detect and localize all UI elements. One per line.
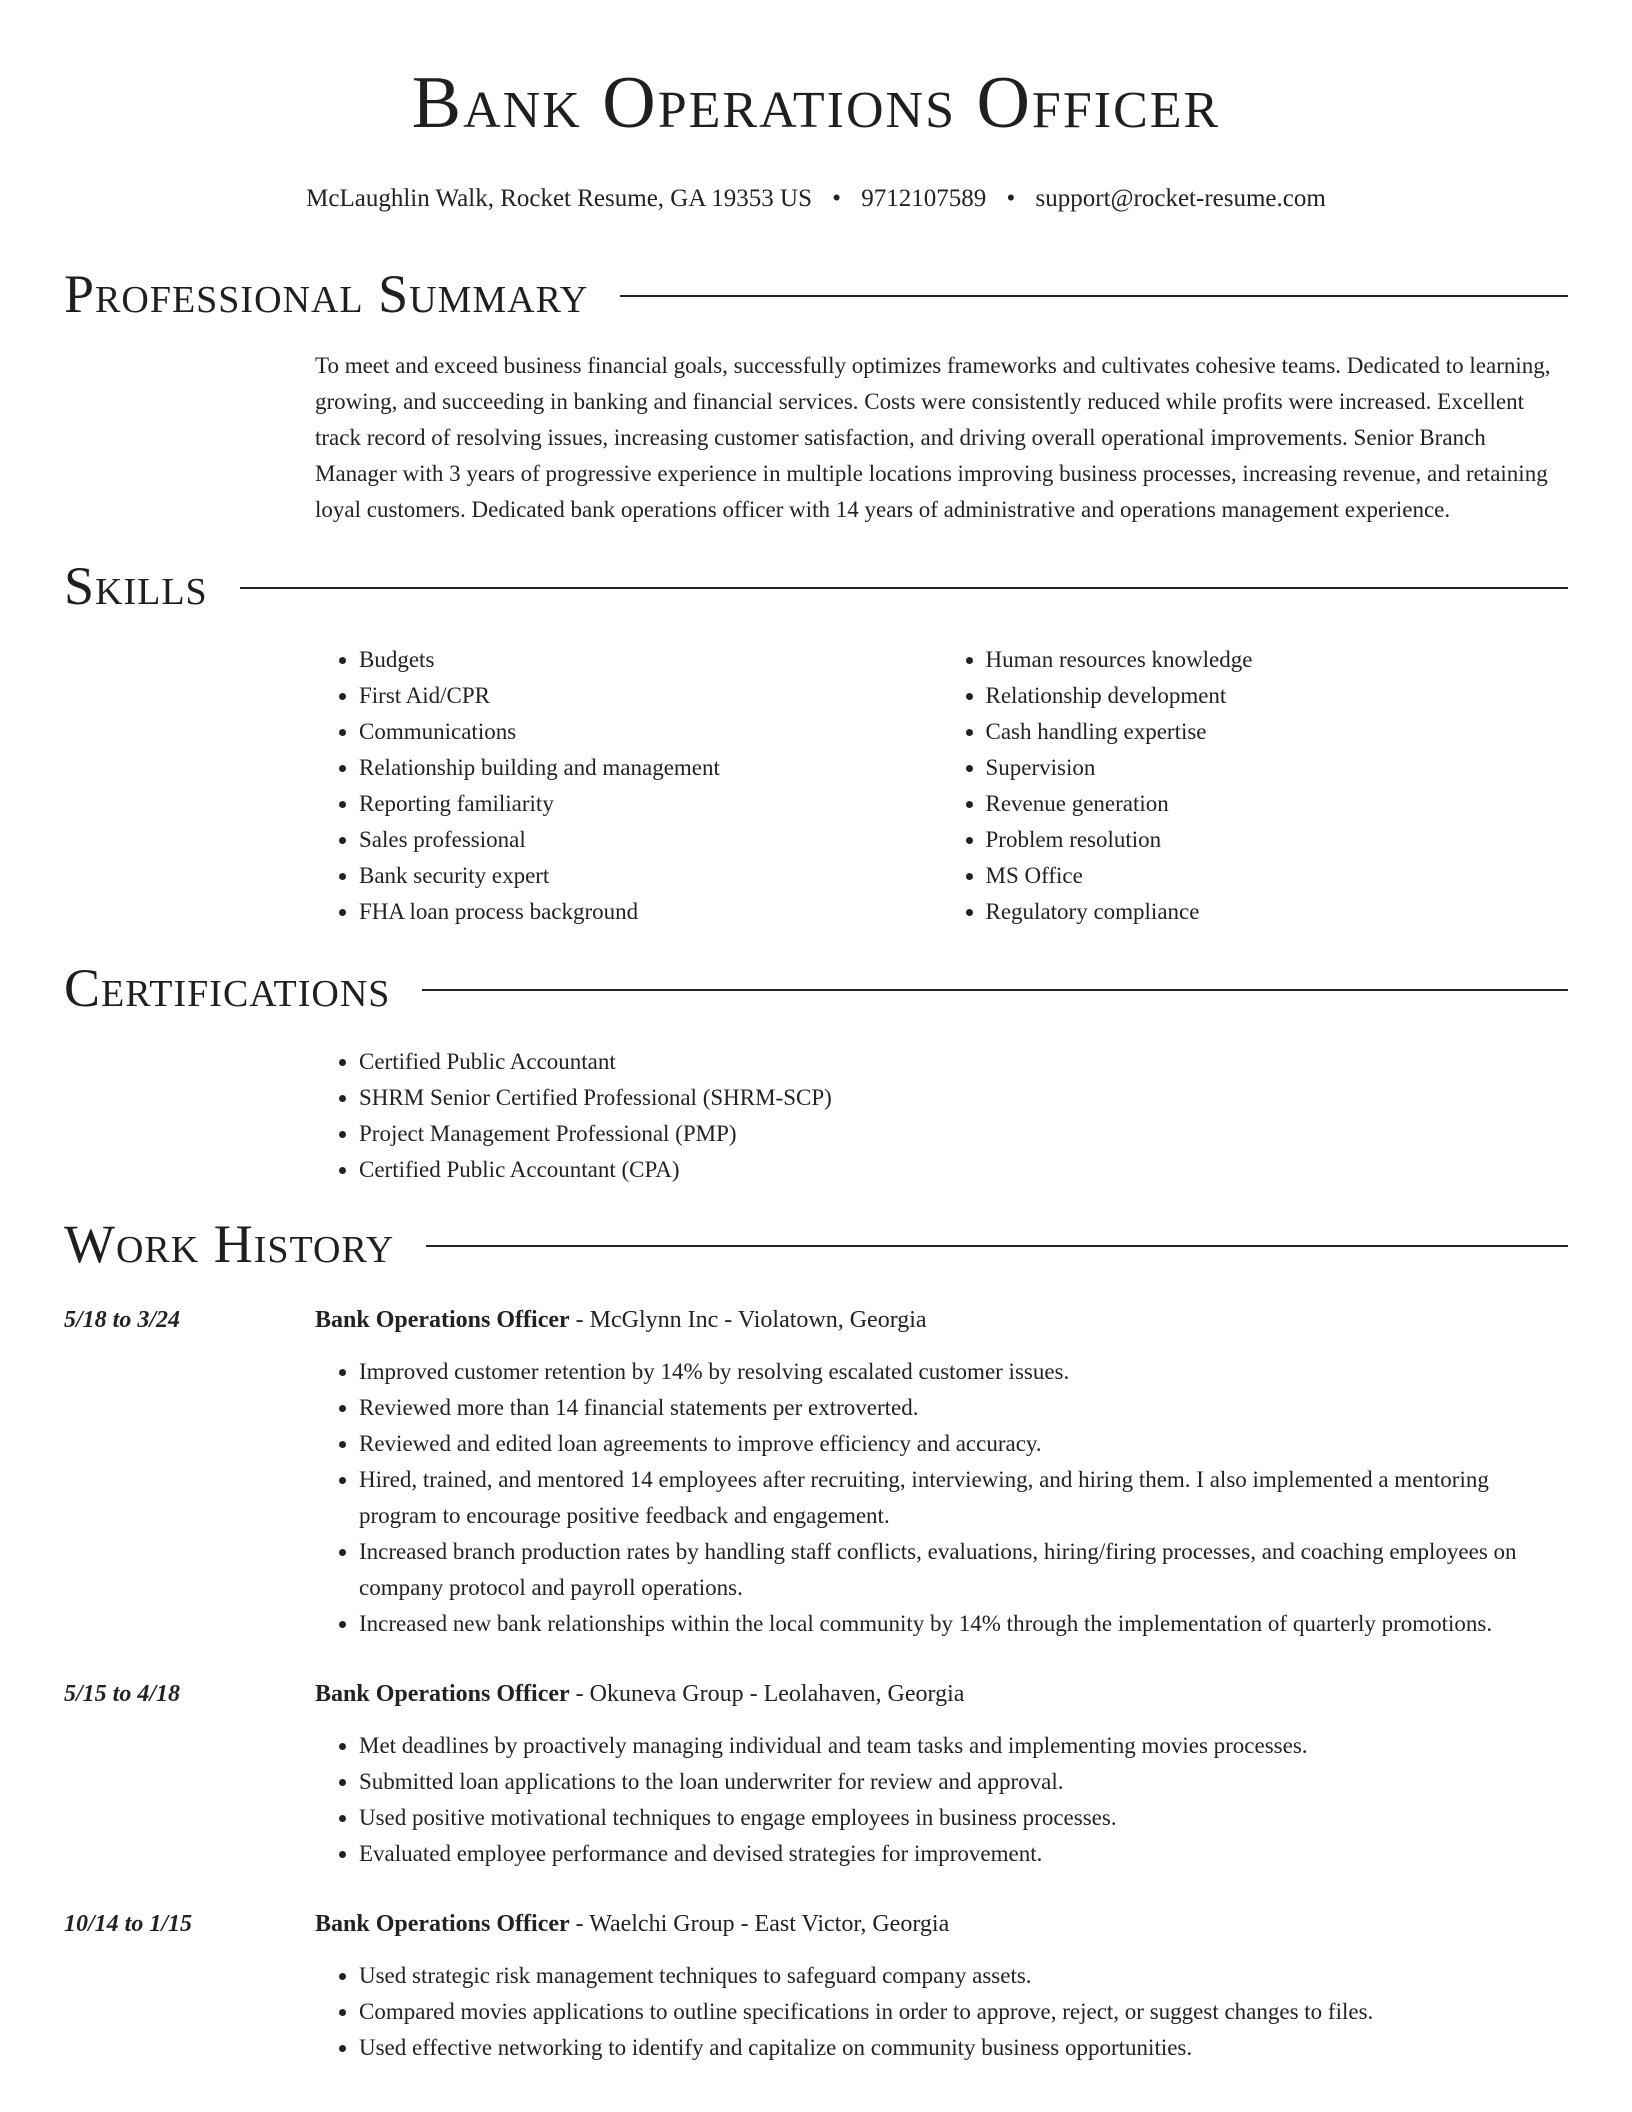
skill-item: • Relationship building and management: [359, 750, 942, 786]
job-bullet: • Submitted loan applications to the loan underwriter for review and approval.: [359, 1764, 1568, 1800]
contact-line: [0, 184, 1632, 214]
work-history-heading: Work History: [64, 1214, 395, 1274]
job-body: [315, 1676, 1568, 1872]
certifications-section-header: [64, 956, 1568, 1020]
skill-item: • Problem resolution: [986, 822, 1569, 858]
job-bullet: • Used effective networking to identify and capitalize on community business opportunities.: [359, 2030, 1568, 2066]
skill-item: • Sales professional: [359, 822, 942, 858]
job-bullet: • Used positive motivational techniques to engage employees in business processes.: [359, 1800, 1568, 1836]
job-bullet: • Compared movies applications to outline specifications in order to approve, reject, or suggest changes to files.: [359, 1994, 1568, 2030]
job-bullet: • Improved customer retention by 14% by resolving escalated customer issues.: [359, 1354, 1568, 1390]
certifications-bullets: [315, 1044, 1568, 1188]
summary-heading: Professional Summary: [64, 264, 589, 324]
job-bullet: • Reviewed more than 14 financial statements per extroverted.: [359, 1390, 1568, 1426]
job-title: Bank Operations Officer: [315, 1307, 570, 1333]
job-employer-location: - Waelchi Group - East Victor, Georgia: [569, 1911, 950, 1937]
certification-item: • SHRM Senior Certified Professional (SHRM-SCP): [359, 1080, 1568, 1116]
job-bullet: • Hired, trained, and mentored 14 employees after recruiting, interviewing, and hiring them. I also implemented a mentoring program to encourage positive feedback and engagement.: [359, 1462, 1568, 1534]
section-divider: [620, 295, 1568, 297]
section-divider: [426, 1245, 1568, 1247]
job-bullet: • Reviewed and edited loan agreements to improve efficiency and accuracy.: [359, 1426, 1568, 1462]
skill-item: • Budgets: [359, 642, 942, 678]
job-dates: 5/18 to 3/24: [64, 1307, 181, 1333]
job-bullet: • Used strategic risk management techniques to safeguard company assets.: [359, 1958, 1568, 1994]
skill-item: • Cash handling expertise: [986, 714, 1569, 750]
skill-item: • Regulatory compliance: [986, 894, 1569, 930]
job-employer-location: - McGlynn Inc - Violatown, Georgia: [569, 1307, 927, 1333]
job-bullet: • Met deadlines by proactively managing individual and team tasks and implementing movies processes.: [359, 1728, 1568, 1764]
contact-email: support@rocket-resume.com: [1035, 185, 1326, 212]
work-history-section-header: [64, 1212, 1568, 1276]
job-bullets: [315, 1728, 1568, 1872]
skill-item: • Supervision: [986, 750, 1569, 786]
job-title-line: [315, 1906, 1568, 1942]
job-employer-location: - Okuneva Group - Leolahaven, Georgia: [569, 1681, 965, 1707]
section-divider: [240, 587, 1568, 589]
skill-item: • First Aid/CPR: [359, 678, 942, 714]
contact-separator: •: [1006, 185, 1016, 212]
summary-section-header: [64, 262, 1568, 326]
skills-columns: [315, 642, 1568, 930]
job-title: Bank Operations Officer: [315, 1911, 570, 1937]
page-title: Bank Operations Officer: [411, 62, 1221, 144]
contact-address: McLaughlin Walk, Rocket Resume, GA 19353 US: [306, 185, 812, 212]
skills-heading: Skills: [64, 556, 208, 616]
job-title-line: [315, 1302, 1568, 1338]
skills-list-left: [315, 642, 942, 930]
job-body: [315, 1302, 1568, 1642]
job-bullet: • Increased branch production rates by handling staff conflicts, evaluations, hiring/firing processes, and coaching employees on company protocol and payroll operations.: [359, 1534, 1568, 1606]
contact-phone: 9712107589: [861, 185, 987, 212]
job-dates: 5/15 to 4/18: [64, 1681, 181, 1707]
job-body: [315, 1906, 1568, 2066]
certifications-heading: Certifications: [64, 958, 391, 1018]
skill-item: • Communications: [359, 714, 942, 750]
job-entry: [64, 1906, 1568, 2066]
job-title-line: [315, 1676, 1568, 1712]
certification-item: • Project Management Professional (PMP): [359, 1116, 1568, 1152]
job-title: Bank Operations Officer: [315, 1681, 570, 1707]
skill-item: • Bank security expert: [359, 858, 942, 894]
certification-item: • Certified Public Accountant: [359, 1044, 1568, 1080]
job-dates: 10/14 to 1/15: [64, 1911, 193, 1937]
summary-text: To meet and exceed business financial goals, successfully optimizes frameworks and cultivates cohesive teams. Dedicated to learning, growing, and succeeding in banking and financial services. Costs were consistently reduced while profits were increased. Excellent track record of resolving issues, increasing customer satisfaction, and driving overall operational improvements. Senior Branch Manager with 3 years of progressive experience in multiple locations improving business processes, increasing revenue, and retaining loyal customers. Dedicated bank operations officer with 14 years of administrative and operations management experience.: [315, 353, 1551, 522]
job-entry: [64, 1676, 1568, 1872]
skill-item: • Relationship development: [986, 678, 1569, 714]
certification-item: • Certified Public Accountant (CPA): [359, 1152, 1568, 1188]
skill-item: • Reporting familiarity: [359, 786, 942, 822]
skill-item: • MS Office: [986, 858, 1569, 894]
skill-item: • Revenue generation: [986, 786, 1569, 822]
job-entry: [64, 1302, 1568, 1642]
skill-item: • Human resources knowledge: [986, 642, 1569, 678]
job-bullet: • Increased new bank relationships within the local community by 14% through the implementation of quarterly promotions.: [359, 1606, 1568, 1642]
skills-section-header: [64, 554, 1568, 618]
certifications-list: [315, 1044, 1568, 1188]
skill-item: • FHA loan process background: [359, 894, 942, 930]
job-bullets: [315, 1354, 1568, 1642]
skills-list-right: [942, 642, 1569, 930]
job-bullets: [315, 1958, 1568, 2066]
section-divider: [422, 989, 1568, 991]
contact-separator: •: [832, 185, 841, 212]
job-bullet: • Evaluated employee performance and devised strategies for improvement.: [359, 1836, 1568, 1872]
